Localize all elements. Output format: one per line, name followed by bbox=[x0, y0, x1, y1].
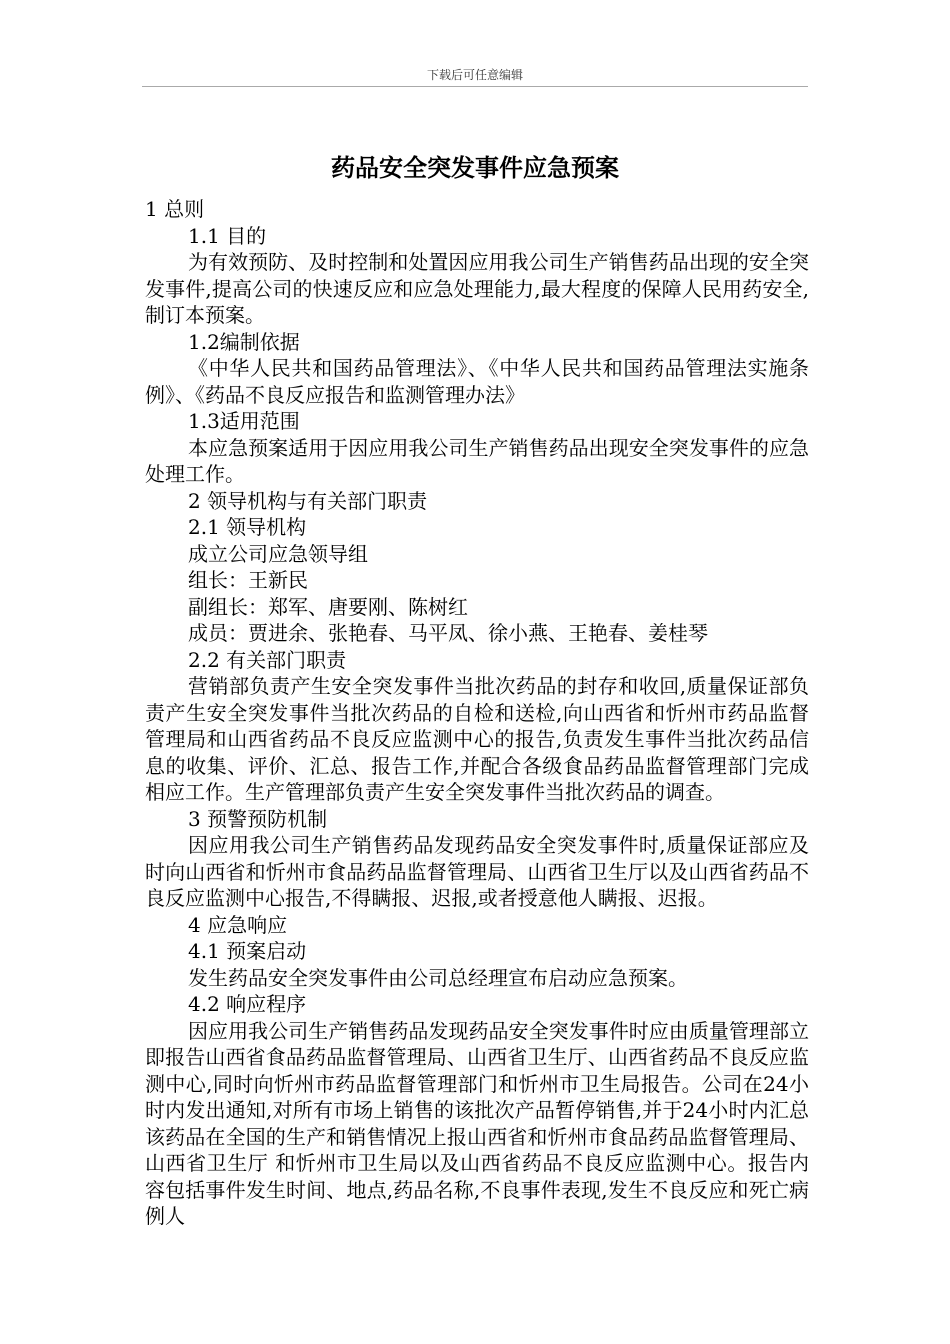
paragraph: 发生药品安全突发事件由公司总经理宣布启动应急预案。 bbox=[188, 965, 688, 990]
text-line: 成立公司应急领导组 bbox=[188, 541, 368, 566]
paragraph: 因应用我公司生产销售药品发现药品安全突发事件时,质量保证部应及时向山西省和忻州市食品药品监督管理局、山西省卫生厅以及山西省药品不良反应监测中心报告,不得瞒报、迟报,或者授意他人瞒报、迟报。 bbox=[145, 833, 809, 910]
subsection-heading: 2.1 领导机构 bbox=[188, 515, 307, 539]
paragraph: 营销部负责产生安全突发事件当批次药品的封存和收回,质量保证部负责产生安全突发事件当批次药品的自检和送检,向山西省和忻州市药品监督管理局和山西省药品不良反应监测中心的报告,负责发生事件当批次药品信息的收集、评价、汇总、报告工作,并配合各级食品药品监督管理部门完成相应工作。生产管理部负责产生安全突发事件当批次药品的调查。 bbox=[145, 674, 809, 804]
subsection-heading: 4.1 预案启动 bbox=[188, 939, 307, 963]
text-line: 成员：贾进余、张艳春、马平凤、徐小燕、王艳春、姜桂琴 bbox=[188, 621, 708, 645]
subsection-heading: 1.2编制依据 bbox=[188, 329, 300, 354]
text-line: 组长：王新民 bbox=[188, 568, 308, 592]
document-title: 药品安全突发事件应急预案 bbox=[331, 153, 619, 182]
text-line: 副组长：郑军、唐要刚、陈树红 bbox=[188, 594, 468, 619]
paragraph: 本应急预案适用于因应用我公司生产销售药品出现安全突发事件的应急处理工作。 bbox=[145, 435, 809, 486]
section-heading: 2 领导机构与有关部门职责 bbox=[188, 488, 428, 513]
paragraph: 因应用我公司生产销售药品发现药品安全突发事件时应由质量管理部立即报告山西省食品药品监督管理局、山西省卫生厅、山西省药品不良反应监测中心,同时向忻州市药品监督管理部门和忻州市卫生局报告。公司在24小时内发出通知,对所有市场上销售的该批次产品暂停销售,并于24小时内汇总该药品在全国的生产和销售情况上报山西省和忻州市食品药品监督管理局、山西省卫生厅 和忻州市卫生局以及山西省药品不良反应监测中心。报告内容包括事件发生时间、地点,药品名称,不良事件表现,发生不良反应和死亡病例人 bbox=[145, 1018, 809, 1228]
subsection-heading: 4.2 响应程序 bbox=[188, 992, 307, 1016]
subsection-heading: 1.1 目的 bbox=[188, 223, 267, 248]
section-heading: 4 应急响应 bbox=[188, 912, 288, 937]
paragraph: 《中华人民共和国药品管理法》、《中华人民共和国药品管理法实施条例》、《药品不良反应报告和监测管理办法》 bbox=[145, 356, 809, 407]
page-header: 下载后可任意编辑 bbox=[426, 68, 523, 82]
subsection-heading: 2.2 有关部门职责 bbox=[188, 647, 347, 672]
section-heading: 1 总则 bbox=[145, 197, 205, 221]
paragraph: 为有效预防、及时控制和处置因应用我公司生产销售药品出现的安全突发事件,提高公司的快速反应和应急处理能力,最大程度的保障人民用药安全,制订本预案。 bbox=[145, 250, 809, 327]
document-body bbox=[145, 196, 809, 1230]
subsection-heading: 1.3适用范围 bbox=[188, 409, 300, 433]
section-heading: 3 预警预防机制 bbox=[188, 806, 328, 831]
header-divider bbox=[142, 86, 808, 87]
